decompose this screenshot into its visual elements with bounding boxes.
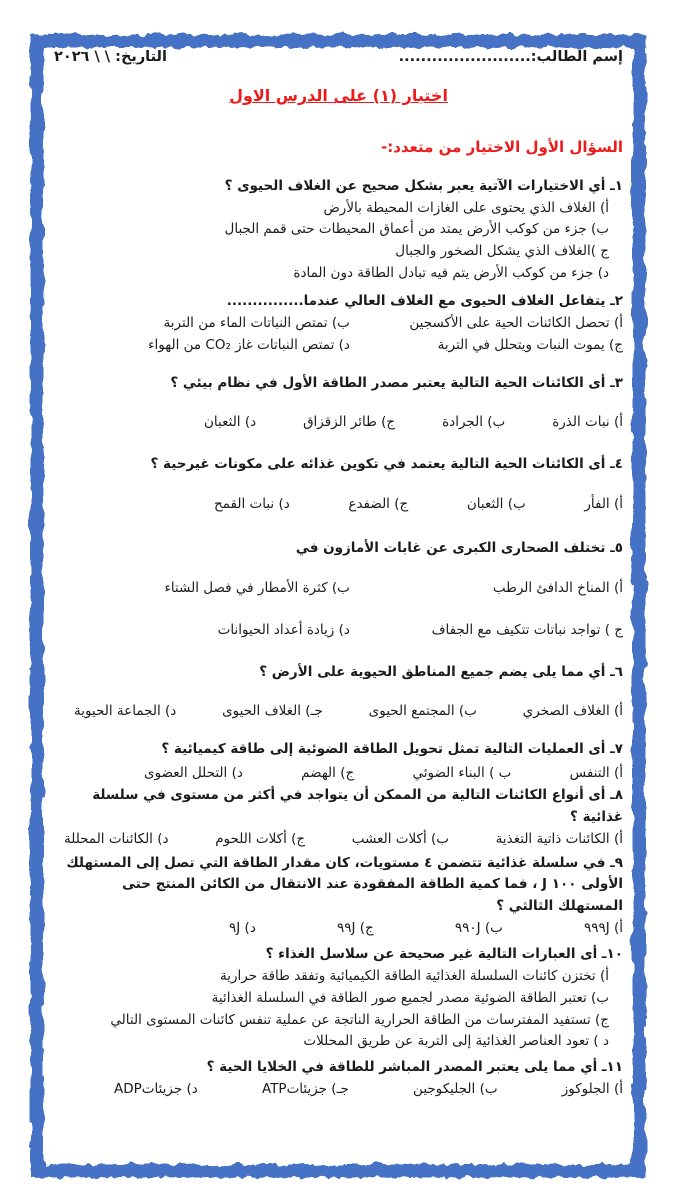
option-item: ب ) البناء الضوئي — [412, 765, 512, 782]
option-item: د) نبات القمح — [214, 496, 290, 513]
option-item: ج) طائر الزقزاق — [303, 414, 396, 431]
exam-page — [54, 46, 623, 1101]
section-heading: السؤال الأول الاختيار من متعدد:- — [380, 138, 623, 157]
exam-title: اختبار (١) على الدرس الاول — [229, 86, 448, 106]
option-item: أ) المناخ الدافئ الرطب — [492, 579, 623, 596]
option-item: أ) الكائنات ذاتية التغذية — [495, 830, 623, 847]
option-item: ج) يموت النبات ويتحلل في التربة — [437, 336, 623, 353]
option-item: ج ) تواجد نباتات تتكيف مع الجفاف — [431, 621, 623, 638]
option-item: ب) تعتبر الطاقة الضوئية مصدر لجميع صور الطاقة في السلسلة الغذائية — [211, 989, 609, 1006]
option-item: أ) التنفس — [569, 765, 623, 782]
option-item: ج) ٩٩J — [336, 920, 374, 937]
option-item: د ) تعود العناصر الغذائية إلى التربة عن طريق المحللات — [303, 1033, 609, 1050]
option-item: ج )الغلاف الذي يشكل الصخور والجبال — [395, 243, 609, 260]
option-item: د) الجماعة الحيوية — [74, 703, 177, 720]
question-text: ١٠ـ أى العبارات التالية غير صحيحة عن سلاسل الغذاء ؟ — [265, 946, 623, 963]
options — [54, 412, 623, 434]
question-block — [54, 662, 623, 724]
question-block — [54, 1057, 623, 1101]
question-block — [54, 291, 623, 357]
question-text: ١ـ أي الاختيارات الآتية يعبر بشكل صحيح عن الغلاف الحيوى ؟ — [224, 177, 623, 194]
option-item: أ) تحصل الكائنات الحية على الأكسجين — [409, 314, 623, 331]
date-label: التاريخ: \ \ ٢٠٢٦ — [54, 49, 167, 65]
option-item: ب) المجتمع الحيوى — [368, 703, 477, 720]
option-item: ب) كثرة الأمطار في فصل الشتاء — [164, 579, 350, 596]
question-text: ٣ـ أى الكائنات الحية التالية يعتبر مصدر الطاقة الأول في نظام بيئي ؟ — [170, 374, 623, 391]
option-item: ب) ٩٩٠J — [454, 920, 503, 937]
question-block — [54, 538, 623, 642]
option-item: أ) الفأر — [584, 496, 623, 513]
option-item: د) ٩J — [229, 920, 256, 937]
options — [54, 918, 623, 940]
option-item: ب) تمتص النباتات الماء من التربة — [163, 314, 350, 331]
options — [54, 578, 623, 642]
question-block — [54, 853, 623, 940]
question-text: ٤ـ أى الكائنات الحية التالية يعتمد في تكوين غذائه على مكونات غيرحية ؟ — [150, 456, 623, 473]
question-text: ٧ـ أى العمليات التالية تمثل تحويل الطاقة الضوئية إلى طاقة كيميائية ؟ — [161, 741, 623, 758]
question-text: ٦ـ أي مما يلى يضم جميع المناطق الحيوية على الأرض ؟ — [259, 663, 623, 680]
options — [54, 701, 623, 723]
options — [54, 198, 623, 285]
question-block — [54, 373, 623, 435]
page-header — [54, 46, 623, 69]
options — [54, 494, 623, 516]
question-text: ٢ـ يتفاعل الغلاف الحيوى مع الغلاف العالي عندما............... — [226, 292, 623, 309]
question-text: ٩ـ في سلسلة غذائية تتضمن ٤ مستويات، كان مقدار الطاقة التي تصل إلى المستهلك الأولى ١٠٠ J ، فما كمية الطاقة المفقودة عند الانتقال من الكائن المنتج حتى المستهلك الثالثي ؟ — [66, 854, 623, 915]
option-item: ج) الضفدع — [348, 496, 409, 513]
options — [54, 313, 623, 357]
option-item: د) جزء من كوكب الأرض يتم فيه تبادل الطاقة دون المادة — [293, 265, 609, 282]
question-block — [54, 176, 623, 285]
option-item: أ) نبات الذرة — [552, 414, 623, 431]
option-item: ج) تستفيد المفترسات من الطاقة الحرارية الناتجة عن عملية تنفس كائنات المستوى التالي — [110, 1011, 609, 1028]
question-block — [54, 944, 623, 1053]
question-text: ٨ـ أى أنواع الكائنات التالية من الممكن أن يتواجد في أكثر من مستوى في سلسلة غذائية ؟ — [92, 787, 623, 825]
option-item: ب) الجرادة — [442, 414, 506, 431]
option-item: ب) الثعبان — [466, 496, 526, 513]
option-item: د) جزيئاتADP — [114, 1081, 198, 1098]
option-item: ب) الجليكوجين — [413, 1081, 498, 1098]
option-item: أ) ٩٩٩J — [583, 920, 623, 937]
options — [54, 1079, 623, 1101]
questions — [54, 176, 623, 1101]
question-text: ٥ـ تختلف الصحارى الكبرى عن غابات الأمازون في — [295, 540, 623, 556]
options — [54, 966, 623, 1053]
options — [54, 763, 623, 785]
question-block — [54, 739, 623, 785]
option-item: جـ) الغلاف الحيوى — [222, 703, 323, 720]
option-item: أ) الجلوكوز — [561, 1081, 623, 1098]
question-block — [54, 785, 623, 851]
question-text: ١١ـ أي مما يلى يعتبر المصدر المباشر للطاقة في الخلايا الحية ؟ — [206, 1059, 623, 1076]
option-item: د) تمتص النباتات غاز CO₂ من الهواء — [148, 336, 350, 353]
option-item: د) التحلل العضوى — [144, 765, 243, 782]
option-item: أ) تختزن كائنات السلسلة الغذائية الطاقة الكيميائية وتفقد طاقة حرارية — [220, 967, 609, 984]
option-item: ج) الهضم — [301, 765, 355, 782]
student-name-label: إسم الطالب:........................ — [398, 49, 623, 65]
option-item: د) زيادة أعداد الحيوانات — [217, 621, 350, 638]
option-item: د) الكائنات المحللة — [64, 830, 169, 847]
option-item: ب) أكلات العشب — [351, 830, 449, 847]
option-item: أ) الغلاف الذي يحتوى على الغازات المحيطة بالأرض — [323, 199, 609, 216]
option-item: أ) الغلاف الصخري — [522, 703, 623, 720]
option-item: د) الثعبان — [204, 414, 257, 431]
option-item: ب) جزء من كوكب الأرض يمتد من أعماق المحيطات حتى قمم الجبال — [224, 221, 609, 238]
option-item: ج) أكلات اللحوم — [215, 830, 306, 847]
question-block — [54, 454, 623, 516]
option-item: جـ) جزيئاتATP — [261, 1081, 349, 1098]
options — [54, 829, 623, 851]
